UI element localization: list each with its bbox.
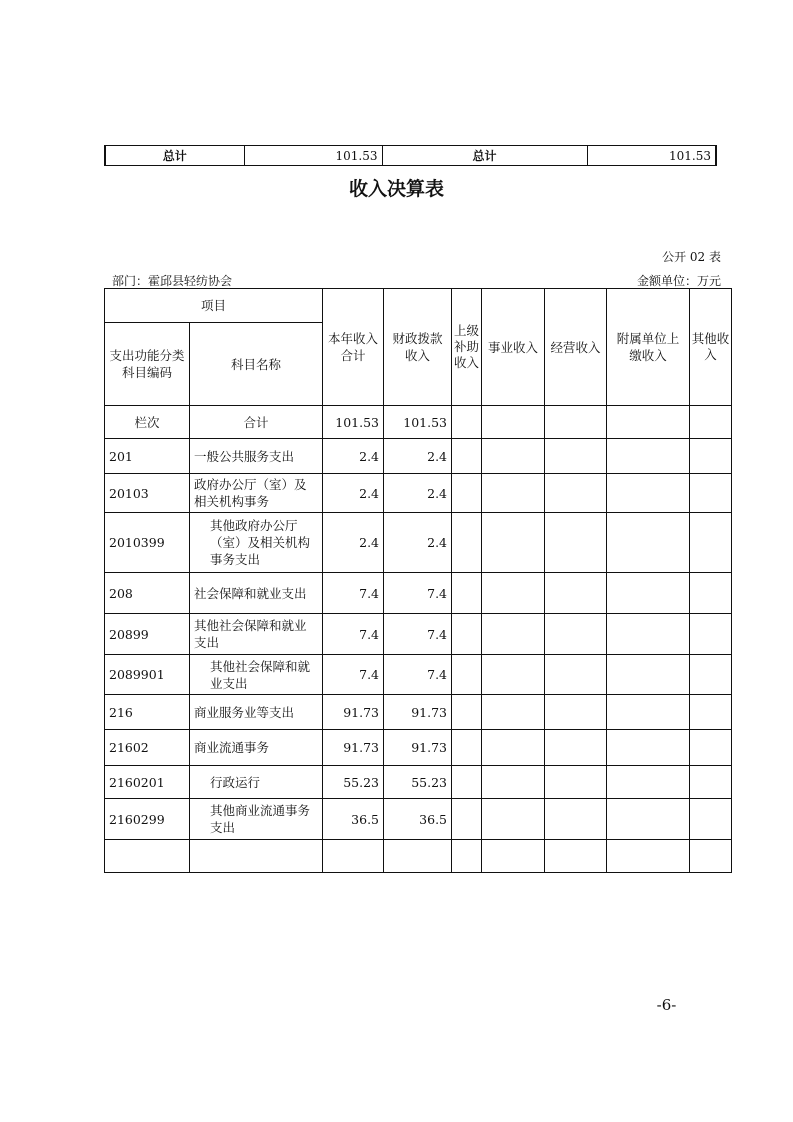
row-name: 一般公共服务支出 (190, 439, 323, 474)
top-total-right-label: 总计 (382, 146, 587, 166)
row-fiscal: 2.4 (384, 474, 452, 513)
row-fiscal: 7.4 (384, 655, 452, 695)
row-total: 91.73 (323, 695, 384, 730)
table-row (105, 695, 732, 730)
row-name: 政府办公厅（室）及相关机构事务 (190, 474, 323, 513)
row-code: 2160201 (105, 766, 190, 799)
row-code: 2010399 (105, 513, 190, 573)
row-name: 行政运行 (190, 766, 323, 799)
header-name: 科目名称 (190, 323, 323, 406)
row-total: 2.4 (323, 474, 384, 513)
table-row (105, 614, 732, 655)
row-name: 其他政府办公厅（室）及相关机构事务支出 (190, 513, 323, 573)
header-total-income: 本年收入合计 (323, 289, 384, 406)
row-code: 208 (105, 573, 190, 614)
row-fiscal: 2.4 (384, 439, 452, 474)
row-code: 216 (105, 695, 190, 730)
department-label: 部门：霍邱县轻纺协会 (112, 274, 233, 288)
page-number: -6- (656, 996, 677, 1014)
income-table (104, 288, 732, 873)
row-fiscal: 7.4 (384, 614, 452, 655)
row-total: 2.4 (323, 439, 384, 474)
row-total: 36.5 (323, 799, 384, 840)
summary-name: 合计 (190, 406, 323, 439)
document-title: 收入决算表 (348, 178, 444, 200)
row-fiscal: 91.73 (384, 695, 452, 730)
row-code: 20899 (105, 614, 190, 655)
empty-row (105, 840, 732, 873)
unit-label: 金额单位：万元 (636, 274, 721, 288)
header-fiscal: 财政拨款收入 (384, 289, 452, 406)
row-name: 商业服务业等支出 (190, 695, 323, 730)
row-code: 2089901 (105, 655, 190, 695)
top-total-strip (104, 145, 717, 166)
table-row (105, 655, 732, 695)
row-total: 2.4 (323, 513, 384, 573)
table-row (105, 766, 732, 799)
row-name: 商业流通事务 (190, 730, 323, 766)
row-fiscal: 91.73 (384, 730, 452, 766)
table-row (105, 439, 732, 474)
top-total-left-label: 总计 (105, 146, 244, 166)
summary-code: 栏次 (105, 406, 190, 439)
top-total-left-value: 101.53 (244, 146, 382, 166)
summary-total: 101.53 (323, 406, 384, 439)
row-total: 7.4 (323, 614, 384, 655)
row-code: 21602 (105, 730, 190, 766)
table-row (105, 799, 732, 840)
row-code: 20103 (105, 474, 190, 513)
form-code: 公开 02 表 (662, 250, 721, 264)
table-row (105, 474, 732, 513)
table-row (105, 513, 732, 573)
row-code: 2160299 (105, 799, 190, 840)
header-operating: 经营收入 (545, 289, 607, 406)
table-row (105, 730, 732, 766)
row-name: 其他社会保障和就业支出 (190, 614, 323, 655)
row-name: 其他商业流通事务支出 (190, 799, 323, 840)
header-other: 其他收入 (690, 289, 732, 406)
header-code: 支出功能分类科目编码 (105, 323, 190, 406)
row-name: 社会保障和就业支出 (190, 573, 323, 614)
table-row (105, 573, 732, 614)
row-total: 91.73 (323, 730, 384, 766)
row-total: 55.23 (323, 766, 384, 799)
top-total-right-value: 101.53 (587, 146, 716, 166)
row-fiscal: 7.4 (384, 573, 452, 614)
header-project: 项目 (105, 289, 323, 323)
header-affiliated: 附属单位上缴收入 (607, 289, 690, 406)
header-business: 事业收入 (482, 289, 545, 406)
row-fiscal: 2.4 (384, 513, 452, 573)
row-total: 7.4 (323, 655, 384, 695)
header-superior: 上级补助收入 (452, 289, 482, 406)
row-fiscal: 55.23 (384, 766, 452, 799)
row-fiscal: 36.5 (384, 799, 452, 840)
row-total: 7.4 (323, 573, 384, 614)
summary-fiscal: 101.53 (384, 406, 452, 439)
row-name: 其他社会保障和就业支出 (190, 655, 323, 695)
row-code: 201 (105, 439, 190, 474)
